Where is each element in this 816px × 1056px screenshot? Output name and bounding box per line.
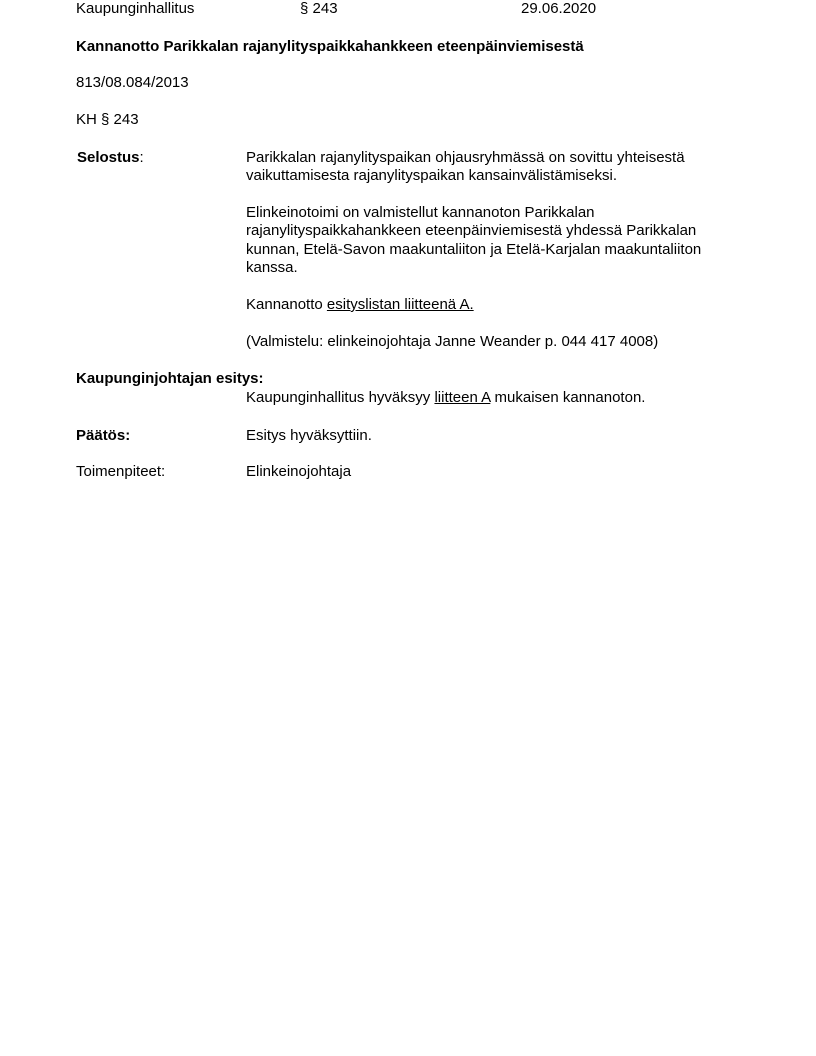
selostus-paragraph-3 bbox=[246, 296, 474, 314]
attachment-link[interactable]: esityslistan liitteenä A. bbox=[326, 296, 474, 313]
header-body: Kaupunginhallitus bbox=[76, 0, 195, 17]
decision-label: Päätös: bbox=[76, 427, 131, 444]
kh-section: KH § 243 bbox=[76, 111, 139, 128]
actions-label: Toimenpiteet: bbox=[76, 463, 166, 480]
proposal-text bbox=[246, 389, 645, 407]
proposal-label: Kaupunginjohtajan esitys: bbox=[76, 370, 264, 387]
selostus-paragraph-2 bbox=[246, 204, 766, 277]
proposal-prefix: Kaupunginhallitus hyväksyy bbox=[246, 389, 435, 406]
header-section: § 243 bbox=[300, 0, 338, 17]
header-date: 29.06.2020 bbox=[521, 0, 597, 17]
document-title: Kannanotto Parikkalan rajanylityspaikkahankkeen eteenpäinviemisestä bbox=[76, 38, 584, 55]
actions-text: Elinkeinojohtaja bbox=[246, 463, 352, 480]
proposal-suffix: mukaisen kannanoton. bbox=[490, 389, 646, 406]
paragraph-line: Parikkalan rajanylityspaikan ohjausryhmässä on sovittu yhteisestä bbox=[246, 149, 685, 166]
paragraph-line: vaikuttamisesta rajanylityspaikan kansainvälistämiseksi. bbox=[246, 167, 617, 185]
paragraph-line: kunnan, Etelä-Savon maakuntaliiton ja Etelä-Karjalan maakuntaliiton bbox=[246, 240, 702, 258]
paragraph-line: Elinkeinotoimi on valmistellut kannanoton Parikkalan bbox=[246, 204, 595, 221]
selostus-label: Selostus: bbox=[77, 149, 144, 166]
proposal-attachment-link[interactable]: liitteen A bbox=[434, 389, 491, 406]
paragraph-line: kanssa. bbox=[246, 258, 298, 276]
decision-text: Esitys hyväksyttiin. bbox=[246, 427, 372, 444]
attachment-text: Kannanotto bbox=[246, 296, 327, 313]
selostus-paragraph-1 bbox=[246, 149, 766, 186]
paragraph-line: rajanylityspaikkahankkeen eteenpäinviemisestä yhdessä Parikkalan bbox=[246, 222, 697, 240]
record-number: 813/08.084/2013 bbox=[76, 74, 189, 91]
preparer-info: (Valmistelu: elinkeinojohtaja Janne Weander p. 044 417 4008) bbox=[246, 333, 659, 350]
